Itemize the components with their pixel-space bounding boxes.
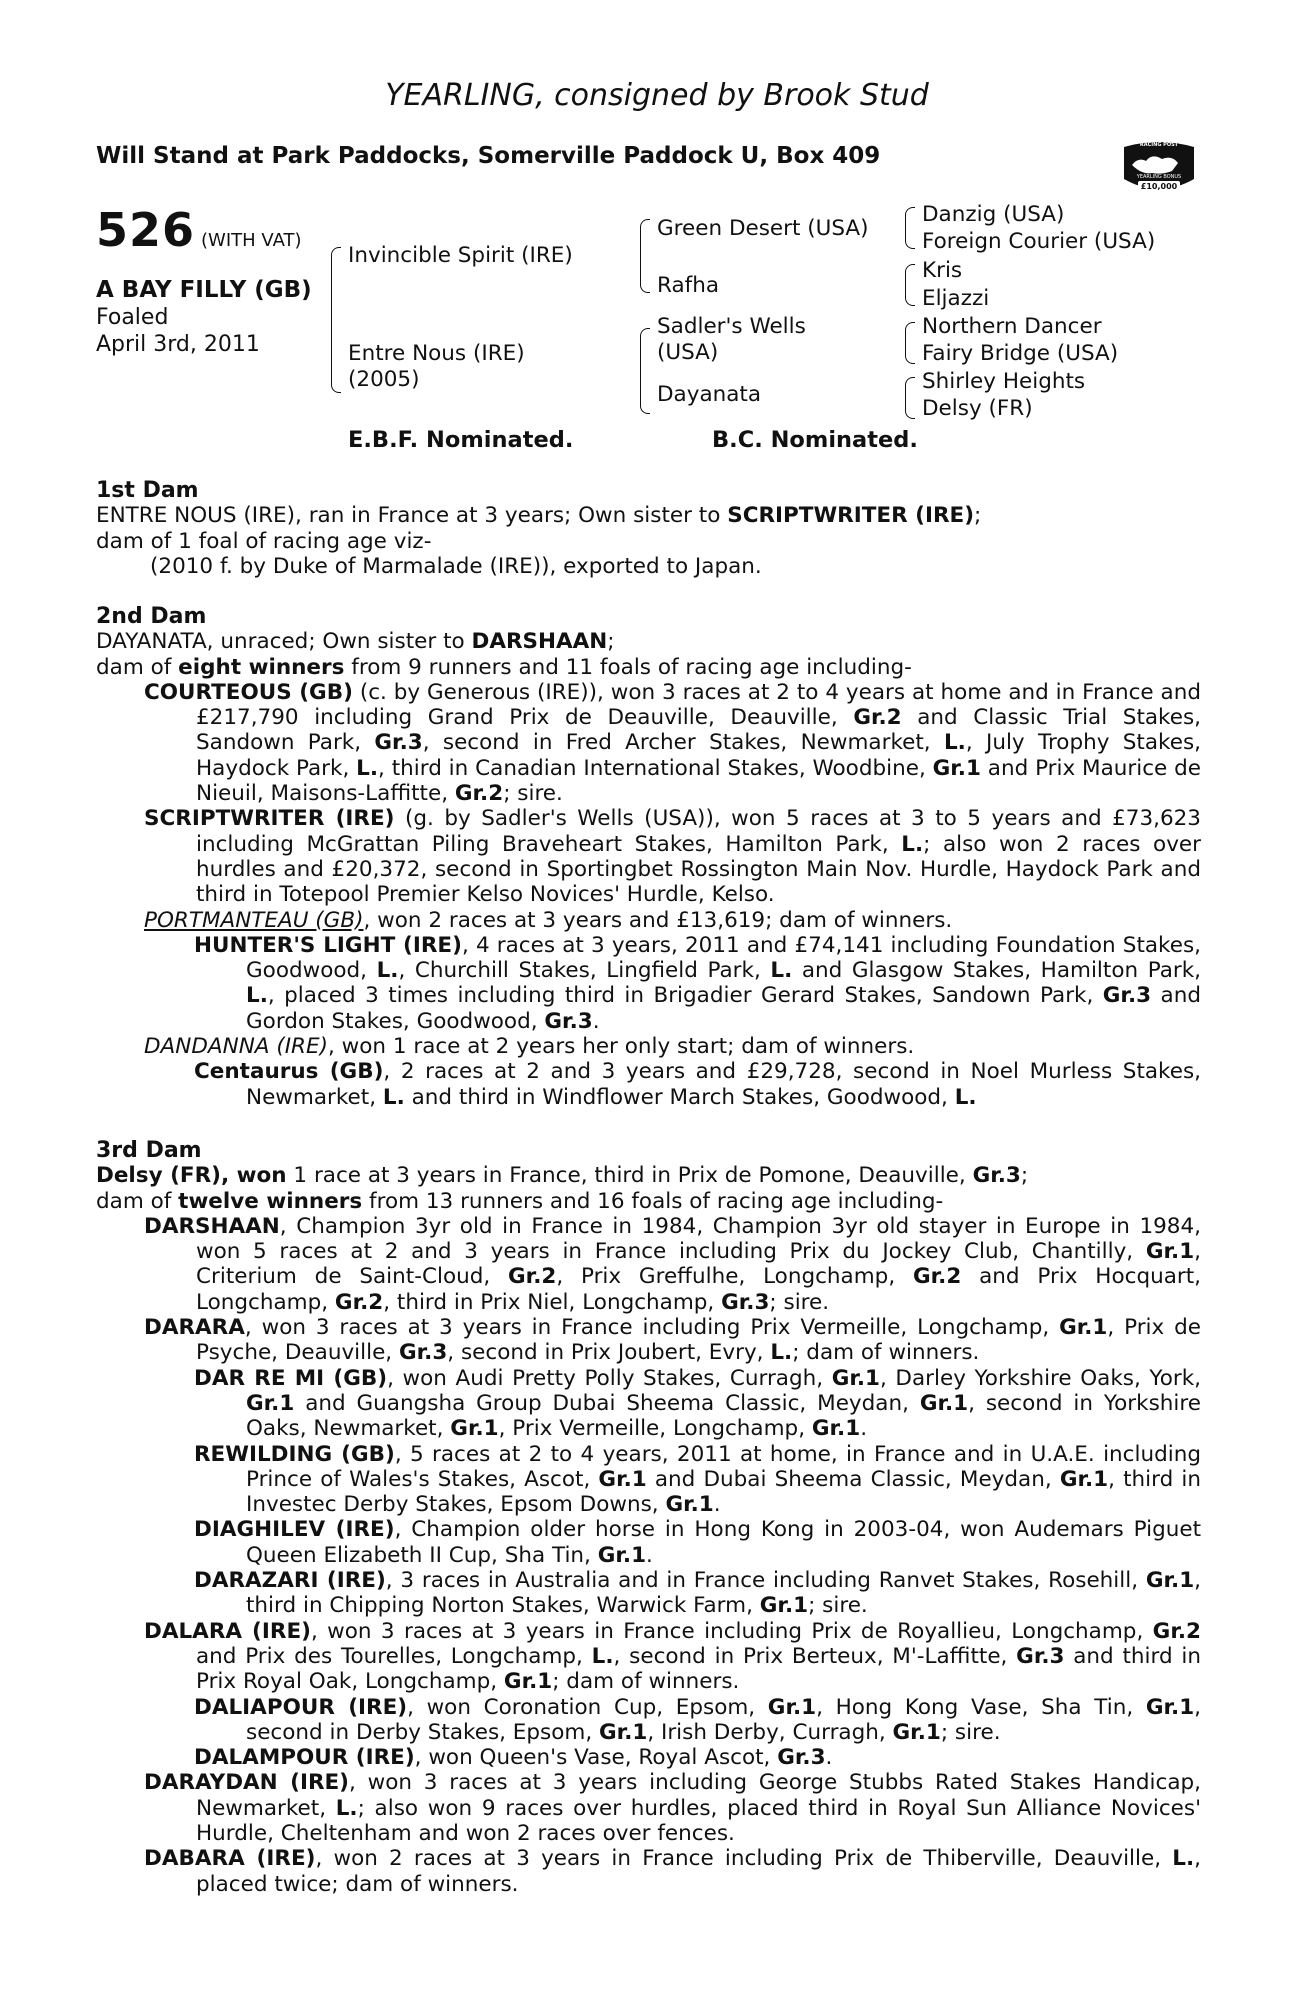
t: , 5 races at 2 to 4 years, 2011 at home, in France and in U.A.E. including Prince of Wales's Stakes, Ascot, [246, 1441, 1201, 1492]
sire-sire-sire: Danzig (USA) [922, 202, 1065, 227]
grade: Gr.1 [597, 1542, 647, 1568]
t: ; sire. [769, 1289, 830, 1315]
grade: Gr.1 [503, 1669, 553, 1695]
darazari-name: DARAZARI (IRE) [194, 1568, 386, 1594]
daraydan-entry [96, 1770, 1201, 1846]
dalampour-name: DALAMPOUR (IRE) [194, 1745, 415, 1771]
t: and Prix des Tourelles, Longchamp, [196, 1643, 592, 1669]
t: , Irish Derby, Curragh, [647, 1719, 893, 1745]
rewilding-name: REWILDING (GB) [194, 1441, 395, 1467]
sd-text: DAYANATA, unraced; Own sister to [96, 629, 472, 655]
scriptwriter-name: SCRIPTWRITER (IRE) [144, 806, 395, 832]
t: , second in Prix Joubert, Evry, [447, 1340, 771, 1366]
dar-re-mi-name: DAR RE MI (GB) [194, 1365, 388, 1391]
t: . [825, 1745, 833, 1771]
second-dam-heading: 2nd Dam [96, 604, 207, 629]
grade: Gr.3 [544, 1008, 593, 1034]
grade: Gr.1 [892, 1719, 941, 1745]
sd-punct: ; [607, 629, 615, 655]
listed: L. [954, 1084, 977, 1110]
grade: Gr.1 [665, 1492, 714, 1518]
grade: Gr.1 [246, 1390, 295, 1416]
t: , won 3 races at 3 years in France including Prix de Royallieu, Longchamp, [310, 1618, 1153, 1644]
grade: Gr.1 [767, 1694, 817, 1720]
first-dam-foals: dam of 1 foal of racing age viz- [96, 528, 432, 554]
grade: Gr.1 [450, 1416, 499, 1442]
grade: Gr.2 [454, 781, 504, 807]
t: , second in Prix Berteux, M'-Laffitte, [613, 1643, 1017, 1669]
t: . [860, 1416, 868, 1442]
third-dam-section [96, 1138, 1201, 1897]
t: ; also won 9 races over hurdles, placed third in Royal Sun Alliance Novices' Hurdle, Cheltenham and won 2 races over fences. [196, 1795, 1201, 1847]
grade: Gr.1 [1059, 1466, 1109, 1492]
dam-dam-dam: Delsy (FR) [922, 396, 1033, 421]
t: (g. by Sadler's Wells (USA)), won 5 races at 3 to 5 years and £73,623 including McGrattan Piling Braveheart Stakes, Hamilton Park, [196, 806, 1201, 857]
t: . [646, 1542, 653, 1568]
t: ; [1020, 1163, 1029, 1189]
sire-sire: Green Desert (USA) [657, 216, 869, 241]
grade: Gr.1 [932, 755, 981, 781]
t: , third in Investec Derby Stakes, Epsom Downs, [246, 1466, 1201, 1518]
ebf-nomination: E.B.F. Nominated. [348, 427, 574, 453]
t: , won Coronation Cup, Epsom, [407, 1694, 768, 1720]
grade: Gr.1 [1145, 1694, 1195, 1720]
grade: Gr.1 [598, 1466, 647, 1492]
lot-number: 526 [96, 203, 196, 257]
centaurus-entry [96, 1059, 1201, 1110]
dam-dam-sire: Shirley Heights [922, 369, 1086, 394]
sire-dam-sire: Kris [922, 258, 963, 283]
delsy-name: Delsy (FR), won [96, 1163, 287, 1189]
grade: Gr.1 [831, 1365, 880, 1391]
grade: Gr.2 [1152, 1618, 1201, 1644]
dam-year: (2005) [348, 367, 420, 392]
t: , 4 races at 3 years, 2011 and £74,141 including Foundation Stakes, Goodwood, [246, 932, 1201, 984]
dalara-entry [96, 1619, 1201, 1695]
dam-name: Entre Nous (IRE) [348, 341, 525, 366]
sire-sire-brace [640, 219, 650, 293]
t: , won 3 races at 3 years including George Stubbs Rated Stakes Handicap, Newmarket, [196, 1770, 1201, 1821]
t: ; sire. [940, 1719, 1001, 1745]
grade: Gr.3 [398, 1340, 448, 1366]
t: , won 2 races at 3 years in France including Prix de Thiberville, Deauville, [315, 1846, 1173, 1872]
sire-name: Invincible Spirit (IRE) [348, 243, 573, 268]
t: (c. by Generous (IRE)), won 3 races at 2 to 4 years at home and in France and £217,790 including Grand Prix de Deauville, Deauville, [196, 679, 1201, 731]
grade: Gr.3 [721, 1289, 770, 1315]
t: and Classic Trial Stakes, Sandown Park, [196, 705, 1202, 756]
t: ; sire. [503, 781, 563, 807]
t: , third in Prix Niel, Longchamp, [383, 1289, 722, 1315]
second-dam-record [96, 655, 1201, 680]
grade: Gr.3 [374, 730, 423, 756]
dabara-name: DABARA (IRE) [144, 1846, 316, 1872]
t: and Gordon Stakes, Goodwood, [246, 983, 1201, 1034]
listed: L. [1172, 1846, 1195, 1872]
third-dam-heading: 3rd Dam [96, 1138, 202, 1163]
grade: Gr.1 [599, 1719, 648, 1745]
listed: L. [382, 1084, 405, 1110]
t: . [713, 1492, 721, 1518]
darara-name: DARARA [144, 1315, 245, 1341]
dam-sire-brace [640, 328, 650, 414]
t: , second in Yorkshire Oaks, Newmarket, [246, 1390, 1201, 1442]
daliapour-name: DALIAPOUR (IRE) [194, 1694, 408, 1720]
grade: Gr.1 [759, 1593, 809, 1619]
dd-brace [905, 377, 915, 419]
t: , won 1 race at 2 years her only start; dam of winners. [327, 1034, 915, 1060]
t: dam of [96, 1188, 179, 1214]
listed: L. [335, 1795, 358, 1821]
t: and Prix Hocquart, Longchamp, [196, 1264, 1201, 1315]
badge-top-text: RACING POST [1139, 142, 1179, 148]
first-dam-text: ENTRE NOUS (IRE), ran in France at 3 years; Own sister to [96, 503, 728, 529]
t: , Churchill Stakes, Lingfield Park, [398, 958, 771, 984]
diaghilev-entry [96, 1517, 1201, 1568]
second-dam-line [96, 629, 1201, 654]
rewilding-entry [96, 1442, 1201, 1518]
t: ; dam of winners. [792, 1340, 980, 1366]
t: , 2 races at 2 and 3 years and £29,728, second in Noel Murless Stakes, Newmarket, [246, 1059, 1202, 1110]
grade: Gr.1 [1145, 1239, 1195, 1265]
courteous-entry [96, 680, 1201, 806]
t: , won 3 races at 3 years in France including Prix Vermeille, Longchamp, [244, 1315, 1060, 1341]
t: , third in Canadian International Stakes, Woodbine, [378, 755, 933, 781]
t: and Prix Maurice de Nieuil, Maisons-Laffitte, [196, 755, 1201, 807]
listed: L. [901, 831, 924, 857]
t: , Champion older horse in Hong Kong in 2003-04, won Audemars Piguet Queen Elizabeth II Cup, Sha Tin, [246, 1517, 1201, 1568]
diaghilev-name: DIAGHILEV (IRE) [194, 1517, 395, 1543]
portmanteau-entry [96, 908, 1201, 933]
sd-rec-c: from 9 runners and 11 foals of racing age including- [344, 654, 912, 680]
dam-sire-country: (USA) [657, 340, 719, 365]
t: ; also won 2 races over hurdles and £20,372, second in Sportingbet Rossington Main Nov. Hurdle, Haydock Park and third in Totepool Premier Kelso Novices' Hurdle, Kelso. [196, 831, 1201, 908]
darara-entry [96, 1315, 1201, 1366]
first-dam-heading: 1st Dam [96, 478, 199, 503]
grade: Gr.1 [1059, 1315, 1108, 1341]
first-dam-section [96, 478, 1201, 579]
listed: L. [943, 730, 966, 756]
t: and Guangsha Group Dubai Sheema Classic, Meydan, [294, 1390, 920, 1416]
dam-sire-dam: Fairy Bridge (USA) [922, 341, 1119, 366]
sd-rec-a: dam of [96, 654, 179, 680]
t: and third in Prix Royal Oak, Longchamp, [196, 1643, 1201, 1695]
t: , July Trophy Stakes, Haydock Park, [196, 730, 1201, 781]
daliapour-entry [96, 1695, 1201, 1746]
t: 1 race at 3 years in France, third in Prix de Pomone, Deauville, [286, 1163, 973, 1189]
listed: L. [246, 983, 268, 1009]
sire-sire-dam: Foreign Courier (USA) [922, 229, 1156, 254]
darazari-entry [96, 1568, 1201, 1619]
dam-dam: Dayanata [657, 382, 762, 407]
t: , Darley Yorkshire Oaks, York, [880, 1365, 1201, 1391]
page-subtitle: YEARLING, consigned by Brook Stud [385, 78, 929, 113]
sire-dam-dam: Eljazzi [922, 286, 990, 311]
t: , won Audi Pretty Polly Stakes, Curragh, [387, 1365, 832, 1391]
vat-label: (WITH VAT) [201, 230, 302, 251]
t: , placed 3 times including third in Brigadier Gerard Stakes, Sandown Park, [267, 983, 1103, 1009]
first-dam-punct: ; [974, 503, 982, 529]
grade: Gr.2 [334, 1289, 384, 1315]
badge-middle-text: YEARLING BONUS [1136, 174, 1182, 180]
dabara-entry [96, 1846, 1201, 1897]
grade: Gr.3 [1016, 1643, 1065, 1669]
sd-brace [905, 264, 915, 306]
ss-brace [905, 207, 915, 249]
sire-dam: Rafha [657, 273, 720, 298]
first-dam-line [96, 503, 1201, 528]
grade: Gr.3 [972, 1163, 1021, 1189]
daraydan-name: DARAYDAN (IRE) [144, 1770, 350, 1796]
listed: L. [591, 1643, 614, 1669]
hunters-light-name: HUNTER'S LIGHT (IRE) [194, 932, 462, 958]
t: , Hong Kong Vase, Sha Tin, [816, 1694, 1146, 1720]
grade: Gr.1 [811, 1416, 861, 1442]
t: , Champion 3yr old in France in 1984, Champion 3yr old stayer in Europe in 1984, won 5 races at 2 and 3 years in France including Prix du Jockey Club, Chantilly, [196, 1213, 1201, 1265]
dandanna-name: DANDANNA (IRE) [144, 1034, 328, 1060]
t: , won Queen's Vase, Royal Ascot, [414, 1745, 778, 1771]
grade: Gr.3 [777, 1745, 826, 1771]
t: and Dubai Sheema Classic, Meydan, [646, 1466, 1060, 1492]
dalampour-entry [96, 1745, 1201, 1770]
pedigree-table [0, 0, 1314, 450]
foaled-date: April 3rd, 2011 [96, 332, 260, 357]
sire-brace [331, 247, 341, 393]
grade: Gr.2 [853, 705, 902, 731]
darshaan-entry [96, 1214, 1201, 1315]
t: , placed twice; dam of winners. [196, 1846, 1201, 1897]
t: and third in Windflower March Stakes, Goodwood, [404, 1084, 955, 1110]
listed: L. [770, 958, 793, 984]
td-winners: twelve winners [178, 1188, 363, 1214]
dam-sire-sire: Northern Dancer [922, 314, 1102, 339]
scriptwriter-entry [96, 806, 1201, 907]
grade: Gr.2 [508, 1264, 557, 1290]
t: , second in Derby Stakes, Epsom, [246, 1694, 1201, 1745]
listed: L. [770, 1340, 793, 1366]
t: and Glasgow Stakes, Hamilton Park, [792, 958, 1201, 984]
darshaan-name: DARSHAAN [144, 1213, 280, 1239]
t: , third in Chipping Norton Stakes, Warwick Farm, [246, 1568, 1201, 1619]
foaled-label: Foaled [96, 305, 169, 330]
t: , Prix Greffulhe, Longchamp, [556, 1264, 913, 1290]
dalara-name: DALARA (IRE) [144, 1618, 311, 1644]
location-heading: Will Stand at Park Paddocks, Somerville Paddock U, Box 409 [96, 143, 881, 169]
third-dam-record [96, 1189, 1201, 1214]
t: , 3 races in Australia and in France including Ranvet Stakes, Rosehill, [385, 1568, 1146, 1594]
t: , won 2 races at 3 years and £13,619; dam of winners. [363, 907, 953, 933]
listed: L. [376, 958, 399, 984]
first-dam-sister: SCRIPTWRITER (IRE) [727, 503, 975, 529]
grade: Gr.1 [1145, 1568, 1195, 1594]
dandanna-entry [96, 1034, 1201, 1059]
t: ; sire. [808, 1593, 868, 1619]
third-dam-line [96, 1163, 1201, 1188]
courteous-name: COURTEOUS (GB) [144, 679, 353, 705]
listed: L. [356, 755, 379, 781]
dar-re-mi-entry [96, 1366, 1201, 1442]
t: , Prix Vermeille, Longchamp, [498, 1416, 812, 1442]
badge-bottom-text: £10,000 [1140, 182, 1178, 191]
t: ; dam of winners. [552, 1669, 740, 1695]
hunters-light-entry [96, 933, 1201, 1034]
t: , Prix de Psyche, Deauville, [196, 1315, 1201, 1366]
grade: Gr.1 [919, 1390, 969, 1416]
t: from 13 runners and 16 foals of racing age including- [362, 1188, 944, 1214]
first-dam-foal-entry: (2010 f. by Duke of Marmalade (IRE)), exported to Japan. [150, 553, 762, 579]
grade: Gr.3 [1102, 983, 1152, 1009]
t: , second in Fred Archer Stakes, Newmarket, [422, 730, 944, 756]
centaurus-name: Centaurus (GB) [194, 1059, 384, 1085]
sd-rec-winners: eight winners [178, 654, 345, 680]
bc-nomination: B.C. Nominated. [712, 427, 918, 453]
t: . [592, 1008, 600, 1034]
ds-brace [905, 322, 915, 364]
t: , Criterium de Saint-Cloud, [196, 1239, 1201, 1290]
sd-sister: DARSHAAN [471, 629, 608, 655]
lot-name: A BAY FILLY (GB) [96, 277, 312, 303]
portmanteau-name: PORTMANTEAU (GB) [144, 907, 364, 933]
dam-sire: Sadler's Wells [657, 314, 806, 339]
grade: Gr.2 [912, 1264, 962, 1290]
second-dam-section [96, 604, 1201, 1110]
